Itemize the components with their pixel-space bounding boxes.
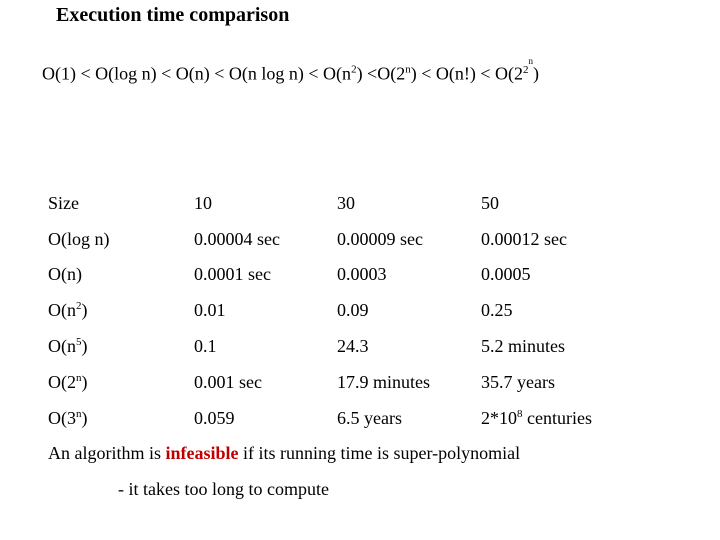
- row-value-10: 0.01: [194, 300, 226, 320]
- row-value-50: 5.2 minutes: [481, 336, 565, 356]
- row-label: $O(n^5)$: [48, 336, 88, 356]
- ordering-part-2: ) <O(2: [356, 63, 406, 84]
- ordering-part-4: ): [532, 63, 539, 84]
- row-label: O(log n): [48, 229, 110, 249]
- table-row: [0, 372, 720, 402]
- infeasibility-note: [48, 443, 520, 464]
- table-row: [0, 229, 720, 259]
- infeasible-highlight: infeasible: [165, 443, 239, 463]
- row-value-50: 0.00012 sec: [481, 229, 567, 249]
- table-row: [0, 300, 720, 330]
- ordering-exp-3: 2n: [522, 56, 533, 76]
- header-size: Size: [48, 193, 79, 213]
- row-value-10: 0.0001 sec: [194, 264, 271, 284]
- ordering-exp-1: 2: [351, 63, 357, 76]
- ordering-part-3: ) < O(n!) < O(2: [410, 63, 523, 84]
- row-value-30: 0.09: [337, 300, 369, 320]
- table-row: [0, 408, 720, 438]
- note-prefix: An algorithm is: [48, 443, 166, 463]
- row-label: O(2$^n$): [48, 372, 88, 392]
- row-label: O(n): [48, 264, 82, 284]
- note-suffix: if its running time is super-polynomial: [238, 443, 521, 463]
- ordering-exp-2: n: [405, 63, 411, 76]
- header-10: 10: [194, 193, 212, 213]
- row-value-30: 6.5 years: [337, 408, 402, 428]
- row-value-30: 0.00009 sec: [337, 229, 423, 249]
- row-label: $O(n^2)$: [48, 300, 88, 320]
- row-value-50: 35.7 years: [481, 372, 555, 392]
- row-value-10: 0.059: [194, 408, 235, 428]
- row-value-30: 24.3: [337, 336, 369, 356]
- header-30: 30: [337, 193, 355, 213]
- row-value-50: $2*10^8$ centuries: [481, 408, 592, 428]
- row-value-50: 0.0005: [481, 264, 531, 284]
- table-header-row: [0, 193, 720, 223]
- complexity-ordering: [42, 56, 539, 85]
- page-title: Execution time comparison: [56, 4, 290, 26]
- row-value-10: 0.00004 sec: [194, 229, 280, 249]
- header-50: 50: [481, 193, 499, 213]
- row-label: O(3$^n$): [48, 408, 88, 428]
- row-value-50: 0.25: [481, 300, 513, 320]
- row-value-10: 0.001 sec: [194, 372, 262, 392]
- row-value-10: 0.1: [194, 336, 217, 356]
- table-row: [0, 264, 720, 294]
- note-detail: - it takes too long to compute: [118, 479, 329, 499]
- row-value-30: 0.0003: [337, 264, 387, 284]
- ordering-exp-3-n: n: [528, 56, 533, 66]
- ordering-part-1: O(1) < O(log n) < O(n) < O(n log n) < O(n: [42, 63, 352, 84]
- row-value-30: 17.9 minutes: [337, 372, 430, 392]
- table-row: [0, 336, 720, 366]
